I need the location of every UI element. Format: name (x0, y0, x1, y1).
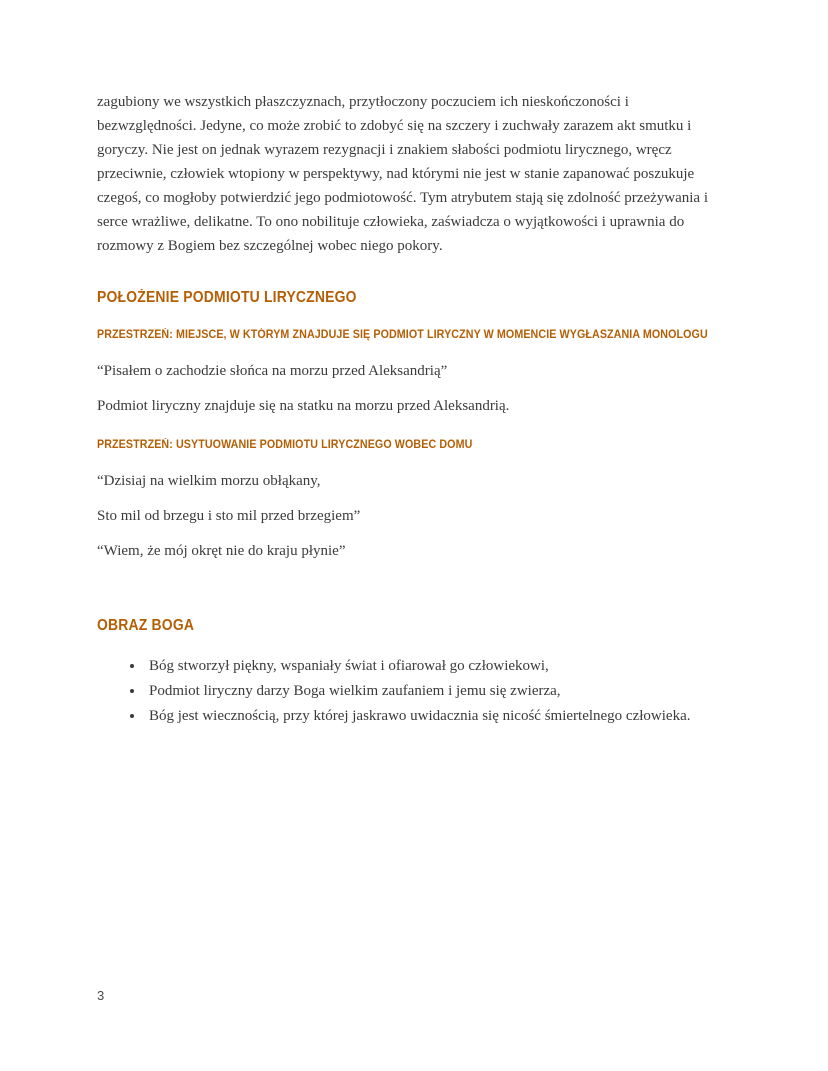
quote-pisalem-o-zachodzie: “Pisałem o zachodzie słońca na morzu przed Aleksandrią” (97, 363, 448, 379)
quote-wiem-ze-moj-okret: “Wiem, że mój okręt nie do kraju płynie” (97, 543, 346, 559)
bullet-list (97, 654, 731, 729)
subsection-heading-przestrzen-usytuowanie: PRZESTRZEŃ: USYTUOWANIE PODMIOTU LIRYCZNEGO WOBEC DOMU (97, 439, 473, 451)
quote-dzisiaj-na-wielkim-morzu: “Dzisiaj na wielkim morzu obłąkany, (97, 473, 321, 489)
spacer (97, 574, 731, 586)
bullet-item-podmiot-darzy-zaufaniem: • Podmiot liryczny darzy Boga wielkim zaufaniem i jemu się zwierza, (145, 679, 731, 704)
bullet-item-bog-jest-wiecznoscia: • Bóg jest wiecznością, przy której jaskrawo uwidacznia się nicość śmiertelnego człowieka. (145, 704, 731, 729)
section-heading-obraz-boga: OBRAZ BOGA (97, 617, 195, 634)
page-content (97, 90, 731, 729)
bullet-item-bog-stworzyl: • Bóg stworzył piękny, wspaniały świat i ofiarował go człowiekowi, (145, 654, 731, 679)
intro-paragraph: zagubiony we wszystkich płaszczyznach, przytłoczony poczuciem ich nieskończoności i bezwzględności. Jedyne, co może zrobić to zdobyć się na szczery i zuchwały zarazem akt smutku i goryczy. Nie jest on jednak wyrazem rezygnacji i znakiem słabości podmiotu lirycznego, wręcz przeciwnie, człowiek wtopiony w perspektywy, nad którymi nie jest w stanie zapanować poszukuje czegoś, co mogłoby potwierdzić jego podmiotowość. Tym atrybutem stają się zdolność przeżywania i serce wrażliwe, delikatne. To ono nobilituje człowieka, zaświadcza o wyjątkowości i uprawnia do rozmowy z Bogiem bez szczególnej wobec niego pokory. (97, 94, 709, 254)
analysis-podmiot-na-statku: Podmiot liryczny znajduje się na statku na morzu przed Aleksandrią. (97, 398, 510, 414)
subsection-heading-przestrzen-miejsce: PRZESTRZEŃ: MIEJSCE, W KTÓRYM ZNAJDUJE SIĘ PODMIOT LIRYCZNY W MOMENCIE WYGŁASZANIA MONOLOGU (97, 329, 708, 341)
page-number: 3 (97, 988, 105, 1003)
section-heading-polozenie-podmiotu: POŁOŻENIE PODMIOTU LIRYCZNEGO (97, 289, 357, 306)
quote-sto-mil-od-brzegu: Sto mil od brzegu i sto mil przed brzegiem” (97, 508, 361, 524)
